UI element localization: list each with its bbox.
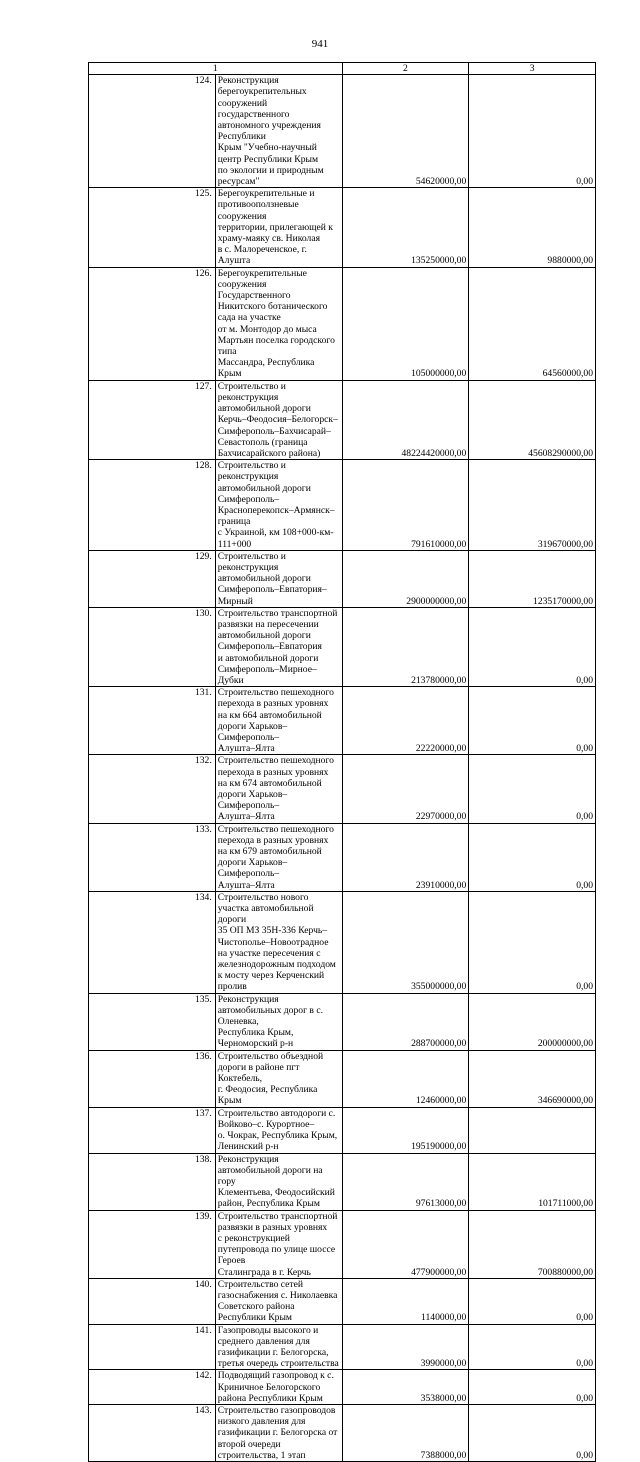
project-name: Строительство автодороги с. Войково–с. Курортное– о. Чокрак, Республика Крым, Ленинский р-н — [215, 1107, 342, 1153]
table-header-row — [89, 63, 596, 75]
project-name: Строительство сетей газоснабжения с. Николаевка Советского района Республики Крым — [215, 1278, 342, 1324]
value-col2: 791610000,00 — [342, 460, 469, 551]
value-col2: 54620000,00 — [342, 75, 469, 188]
value-col2: 213780000,00 — [342, 607, 469, 686]
table-row — [89, 607, 596, 686]
row-number: 133. — [89, 823, 216, 891]
table-row — [89, 1210, 596, 1278]
value-col2: 1140000,00 — [342, 1278, 469, 1324]
value-col3: 319670000,00 — [469, 460, 596, 551]
value-col2: 23910000,00 — [342, 823, 469, 891]
value-col3: 45608290000,00 — [469, 380, 596, 459]
table-row — [89, 1050, 596, 1107]
table-row — [89, 891, 596, 993]
value-col3: 101711000,00 — [469, 1153, 596, 1210]
value-col2: 22220000,00 — [342, 687, 469, 755]
project-name: Строительство пешеходного перехода в разных уровнях на км 674 автомобильной дороги Харьков–Симферополь– Алушта–Ялта — [215, 755, 342, 823]
table-row — [89, 993, 596, 1050]
table-row — [89, 1324, 596, 1370]
column-header-1: 1 — [89, 63, 343, 75]
row-number: 140. — [89, 1278, 216, 1324]
project-name: Строительство транспортной развязки в разных уровнях с реконструкцией путепровода по улице шоссе Героев Сталинграда в г. Керчь — [215, 1210, 342, 1278]
value-col2: 3538000,00 — [342, 1370, 469, 1405]
project-name: Строительство пешеходного перехода в разных уровнях на км 664 автомобильной дороги Харьков–Симферополь– Алушта–Ялта — [215, 687, 342, 755]
value-col3: 0,00 — [469, 1324, 596, 1370]
value-col3: 0,00 — [469, 607, 596, 686]
value-col3: 1235170000,00 — [469, 550, 596, 607]
table-row — [89, 1153, 596, 1210]
row-number: 138. — [89, 1153, 216, 1210]
project-name: Строительство газопроводов низкого давления для газификации г. Белогорска от второй очереди строительства, 1 этап — [215, 1404, 342, 1461]
table-row — [89, 1278, 596, 1324]
project-name: Берегоукрепительные сооружения Государственного Никитского ботанического сада на участке от м. Монтодор до мыса Мартьян поселка городского типа Массандра, Республика Крым — [215, 267, 342, 380]
value-col2: 195190000,00 — [342, 1107, 469, 1153]
projects-table — [88, 62, 596, 1462]
value-col3: 0,00 — [469, 1370, 596, 1405]
project-name: Реконструкция автомобильной дороги на гору Клементьева, Феодосийский район, Республика Крым — [215, 1153, 342, 1210]
row-number: 142. — [89, 1370, 216, 1405]
project-name: Строительство пешеходного перехода в разных уровнях на км 679 автомобильной дороги Харьков–Симферополь– Алушта–Ялта — [215, 823, 342, 891]
project-name: Строительство и реконструкция автомобильной дороги Симферополь–Евпатория–Мирный — [215, 550, 342, 607]
table-row — [89, 550, 596, 607]
value-col3: 0,00 — [469, 755, 596, 823]
row-number: 128. — [89, 460, 216, 551]
table-row — [89, 460, 596, 551]
value-col2: 355000000,00 — [342, 891, 469, 993]
value-col3: 0,00 — [469, 75, 596, 188]
row-number: 129. — [89, 550, 216, 607]
value-col2: 105000000,00 — [342, 267, 469, 380]
row-number: 131. — [89, 687, 216, 755]
value-col3: 346690000,00 — [469, 1050, 596, 1107]
table-row — [89, 380, 596, 459]
value-col2: 2900000000,00 — [342, 550, 469, 607]
value-col2: 7388000,00 — [342, 1404, 469, 1461]
value-col2: 22970000,00 — [342, 755, 469, 823]
table-row — [89, 1404, 596, 1461]
value-col2: 477900000,00 — [342, 1210, 469, 1278]
value-col2: 3990000,00 — [342, 1324, 469, 1370]
row-number: 126. — [89, 267, 216, 380]
table-row — [89, 823, 596, 891]
row-number: 127. — [89, 380, 216, 459]
value-col3: 0,00 — [469, 891, 596, 993]
project-name: Газопроводы высокого и среднего давления для газификации г. Белогорска, третья очередь строительства — [215, 1324, 342, 1370]
project-name: Строительство нового участка автомобильной дороги 35 ОП МЗ 35Н-336 Керчь–Чистополье–Новоотрадное на участке пересечения с железнодорожным подходом к мосту через Керченский пролив — [215, 891, 342, 993]
column-header-3: 3 — [469, 63, 596, 75]
value-col3: 9880000,00 — [469, 188, 596, 267]
column-header-2: 2 — [342, 63, 469, 75]
project-name: Подводящий газопровод к с. Криничное Белогорского района Республики Крым — [215, 1370, 342, 1405]
value-col3 — [469, 1107, 596, 1153]
row-number: 139. — [89, 1210, 216, 1278]
value-col3: 0,00 — [469, 1278, 596, 1324]
value-col2: 48224420000,00 — [342, 380, 469, 459]
row-number: 130. — [89, 607, 216, 686]
table-row — [89, 188, 596, 267]
table-row — [89, 755, 596, 823]
project-name: Строительство объездной дороги в районе пгт Коктебель, г. Феодосия, Республика Крым — [215, 1050, 342, 1107]
project-name: Строительство и реконструкция автомобильной дороги Симферополь–Красноперекопск–Армянск–граница с Украиной, км 108+000-км- 111+000 — [215, 460, 342, 551]
page-number: 941 — [311, 38, 329, 50]
row-number: 136. — [89, 1050, 216, 1107]
value-col3: 64560000,00 — [469, 267, 596, 380]
value-col3: 700880000,00 — [469, 1210, 596, 1278]
value-col3: 0,00 — [469, 687, 596, 755]
table-row — [89, 687, 596, 755]
table-row — [89, 267, 596, 380]
table-row — [89, 1370, 596, 1405]
row-number: 135. — [89, 993, 216, 1050]
project-name: Реконструкция берегоукрепительных сооружений государственного автономного учреждения Республики Крым "Учебно-научный центр Республики Крым по экологии и природным ресурсам" — [215, 75, 342, 188]
value-col3: 200000000,00 — [469, 993, 596, 1050]
table-body — [89, 75, 596, 1462]
project-name: Реконструкция автомобильных дорог в с. Оленевка, Республика Крым, Черноморский р-н — [215, 993, 342, 1050]
row-number: 134. — [89, 891, 216, 993]
value-col2: 12460000,00 — [342, 1050, 469, 1107]
row-number: 137. — [89, 1107, 216, 1153]
project-name: Строительство транспортной развязки на пересечении автомобильной дороги Симферополь–Евпатория и автомобильной дороги Симферополь–Мирное–Дубки — [215, 607, 342, 686]
value-col3: 0,00 — [469, 823, 596, 891]
table-row — [89, 75, 596, 188]
row-number: 125. — [89, 188, 216, 267]
row-number: 141. — [89, 1324, 216, 1370]
value-col3: 0,00 — [469, 1404, 596, 1461]
table-row — [89, 1107, 596, 1153]
row-number: 124. — [89, 75, 216, 188]
value-col2: 97613000,00 — [342, 1153, 469, 1210]
row-number: 132. — [89, 755, 216, 823]
project-name: Строительство и реконструкция автомобильной дороги Керчь–Феодосия–Белогорск–Симферополь–Бахчисарай– Севастополь (граница Бахчисарайского района) — [215, 380, 342, 459]
value-col2: 288700000,00 — [342, 993, 469, 1050]
row-number: 143. — [89, 1404, 216, 1461]
value-col2: 135250000,00 — [342, 188, 469, 267]
project-name: Берегоукрепительные и противооползневые сооружения территории, прилегающей к храму-маяку св. Николая в с. Малореченское, г. Алушта — [215, 188, 342, 267]
